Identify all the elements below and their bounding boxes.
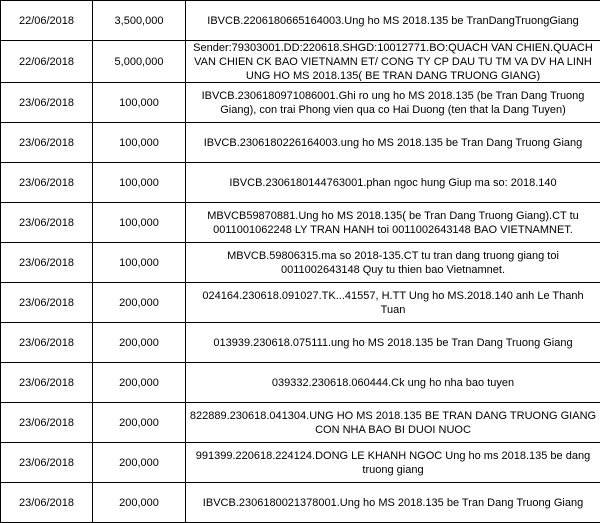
table-row: [1, 83, 600, 123]
description-cell: [186, 83, 600, 123]
table-row: [1, 203, 600, 243]
amount-cell: 200,000: [93, 363, 186, 403]
description-text: MBVCB59870881.Ung ho MS 2018.135( be Tran Dang Truong Giang).CT tu 0011001062248 LY TRAN HANH toi 0011002643148 BAO VIETNAMNET.: [189, 209, 597, 237]
description-text: IBVCB.2306180971086001.Ghi ro ung ho MS 2018.135 (be Tran Dang Truong Giang), con trai Phong vien qua co Hai Duong (ten that la Dang Tuyen): [189, 89, 597, 117]
date-cell: 23/06/2018: [1, 283, 93, 323]
description-cell: [186, 203, 600, 243]
amount-cell: 100,000: [93, 243, 186, 283]
date-cell: 23/06/2018: [1, 83, 93, 123]
amount-cell: 100,000: [93, 123, 186, 163]
description-text: 991399.220618.224124.DONG LE KHANH NGOC Ung ho ms 2018.135 be dang truong giang: [189, 449, 597, 477]
amount-cell: 200,000: [93, 483, 186, 523]
table-row: [1, 243, 600, 283]
description-text: MBVCB.59806315.ma so 2018-135.CT tu tran dang truong giang toi 0011002643148 Quy tu thien bao Vietnamnet.: [189, 249, 597, 277]
table-row: [1, 403, 600, 443]
date-cell: 23/06/2018: [1, 363, 93, 403]
amount-cell: 5,000,000: [93, 41, 186, 83]
table-row: [1, 323, 600, 363]
description-cell: [186, 483, 600, 523]
description-cell: [186, 363, 600, 403]
description-text: 039332.230618.060444.Ck ung ho nha bao tuyen: [189, 376, 597, 390]
description-cell: [186, 123, 600, 163]
table-row: [1, 41, 600, 83]
amount-cell: 100,000: [93, 203, 186, 243]
description-text: 822889.230618.041304.UNG HO MS 2018.135 BE TRAN DANG TRUONG GIANG CON NHA BAO BI DUOI NUOC: [189, 409, 597, 437]
description-cell: [186, 283, 600, 323]
date-cell: 23/06/2018: [1, 123, 93, 163]
description-cell: [186, 41, 600, 83]
table-row: [1, 363, 600, 403]
description-text: 024164.230618.091027.TK...41557, H.TT Ung ho MS.2018.140 anh Le Thanh Tuan: [189, 289, 597, 317]
description-cell: [186, 1, 600, 41]
table-row: [1, 483, 600, 523]
description-cell: [186, 243, 600, 283]
amount-cell: 100,000: [93, 163, 186, 203]
date-cell: 23/06/2018: [1, 443, 93, 483]
table-row: [1, 283, 600, 323]
table-row: [1, 163, 600, 203]
description-text: IBVCB.2306180226164003.ung ho MS 2018.135 be Tran Dang Truong Giang: [189, 136, 597, 150]
date-cell: 22/06/2018: [1, 41, 93, 83]
amount-cell: 3,500,000: [93, 1, 186, 41]
date-cell: 22/06/2018: [1, 1, 93, 41]
date-cell: 23/06/2018: [1, 203, 93, 243]
date-cell: 23/06/2018: [1, 243, 93, 283]
description-text: IBVCB.2306180144763001.phan ngoc hung Giup ma so: 2018.140: [189, 176, 597, 190]
description-text: IBVCB.2306180021378001.Ung ho MS 2018.135 be Tran Dang Truong Giang: [189, 496, 597, 510]
description-cell: [186, 443, 600, 483]
date-cell: 23/06/2018: [1, 323, 93, 363]
amount-cell: 200,000: [93, 283, 186, 323]
table-row: [1, 1, 600, 41]
amount-cell: 200,000: [93, 323, 186, 363]
table-row: [1, 123, 600, 163]
description-text: 013939.230618.075111.ung ho MS 2018.135 be Tran Dang Truong Giang: [189, 336, 597, 350]
description-text: IBVCB.2206180665164003.Ung ho MS 2018.135 be TranDangTruongGiang: [189, 14, 597, 28]
amount-cell: 200,000: [93, 443, 186, 483]
description-text: Sender:79303001.DD:220618.SHGD:10012771.BO:QUACH VAN CHIEN.QUACH VAN CHIEN CK BAO VIETNAMN ET/ CONG TY CP DAU TU TM VA DV HA LINH UNG HO MS 2018.135( BE TRAN DANG TRUONG GIANG): [189, 41, 597, 81]
description-cell: [186, 323, 600, 363]
description-cell: [186, 163, 600, 203]
date-cell: 23/06/2018: [1, 163, 93, 203]
amount-cell: 200,000: [93, 403, 186, 443]
amount-cell: 100,000: [93, 83, 186, 123]
date-cell: 23/06/2018: [1, 403, 93, 443]
description-cell: [186, 403, 600, 443]
table-row: [1, 443, 600, 483]
date-cell: 23/06/2018: [1, 483, 93, 523]
